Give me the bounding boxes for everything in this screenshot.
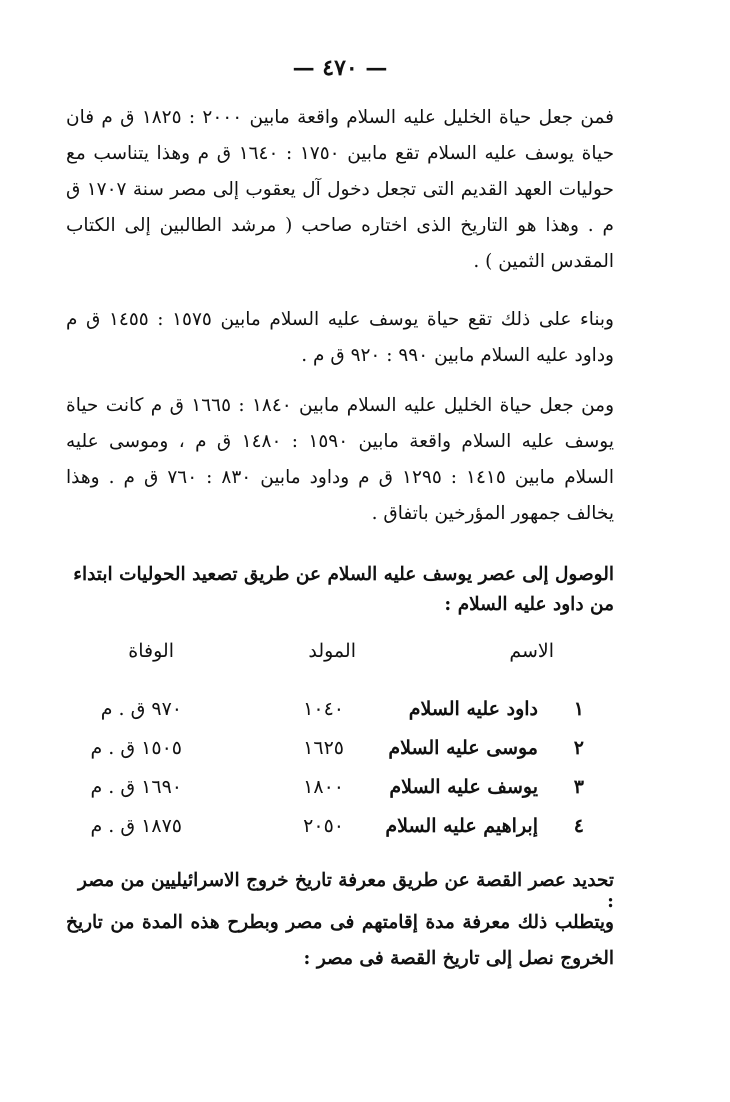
row-birth: ١٠٤٠ [303,698,344,720]
row-birth: ٢٠٥٠ [303,815,344,837]
table-row [66,776,614,816]
row-number: ١ [573,698,584,720]
document-page [66,0,614,1102]
row-death: ١٨٧٥ ق . م [90,815,182,837]
row-number: ٣ [573,776,584,798]
row-death: ١٦٩٠ ق . م [90,776,182,798]
row-number: ٤ [573,815,584,837]
table-row [66,698,614,738]
header-name: الاسم [509,640,554,662]
paragraph-4: ويتطلب ذلك معرفة مدة إقامتهم فى مصر وبطرح هذه المدة من تاريخ الخروج نصل إلى تاريخ القصة فى مصر : [66,912,614,969]
paragraph-1: فمن جعل حياة الخليل عليه السلام واقعة مابين ٢٠٠٠ : ١٨٢٥ ق م فان حياة يوسف عليه السلام تقع مابين ١٧٥٠ : ١٦٤٠ ق م وهذا يتناسب مع حوليات العهد القديم التى تجعل دخول آل يعقوب إلى مصر سنة ١٧٠٧ ق م . وهذا هو التاريخ الذى اختاره صاحب ( مرشد الطالبين إلى الكتاب المقدس الثمين ) . [66,107,615,272]
row-birth: ١٨٠٠ [303,776,344,798]
section-heading: الوصول إلى عصر يوسف عليه السلام عن طريق تصعيد الحوليات ابتداء من داود عليه السلام : [73,564,614,615]
row-death: ١٥٠٥ ق . م [90,737,182,759]
table-row [66,815,614,855]
row-name: إبراهيم عليه السلام [385,815,538,837]
paragraph-2: وبناء على ذلك تقع حياة يوسف عليه السلام مابين ١٥٧٥ : ١٤٥٥ ق م وداود عليه السلام مابين ٩٩٠ : ٩٢٠ ق م . [66,309,614,366]
row-death: ٩٧٠ ق . م [100,698,182,720]
header-death: الوفاة [128,640,174,662]
table-header-row [66,640,614,680]
row-number: ٢ [573,737,584,759]
section-heading-2: تحديد عصر القصة عن طريق معرفة تاريخ خروج الاسرائيليين من مصر : [77,870,614,912]
paragraph-3: ومن جعل حياة الخليل عليه السلام مابين ١٨٤٠ : ١٦٦٥ ق م كانت حياة يوسف عليه السلام واقعة مابين ١٥٩٠ : ١٤٨٠ ق م ، وموسى عليه السلام مابين ١٤١٥ : ١٢٩٥ ق م وداود مابين ٨٣٠ : ٧٦٠ ق م . وهذا يخالف جمهور المؤرخين باتفاق . [66,395,615,524]
header-birth: المولد [308,640,356,662]
page-number: — ٤٧٠ — [292,55,388,81]
row-name: داود عليه السلام [408,698,538,720]
table-row [66,737,614,777]
row-name: موسى عليه السلام [388,737,538,759]
row-name: يوسف عليه السلام [389,776,538,798]
row-birth: ١٦٢٥ [303,737,344,759]
